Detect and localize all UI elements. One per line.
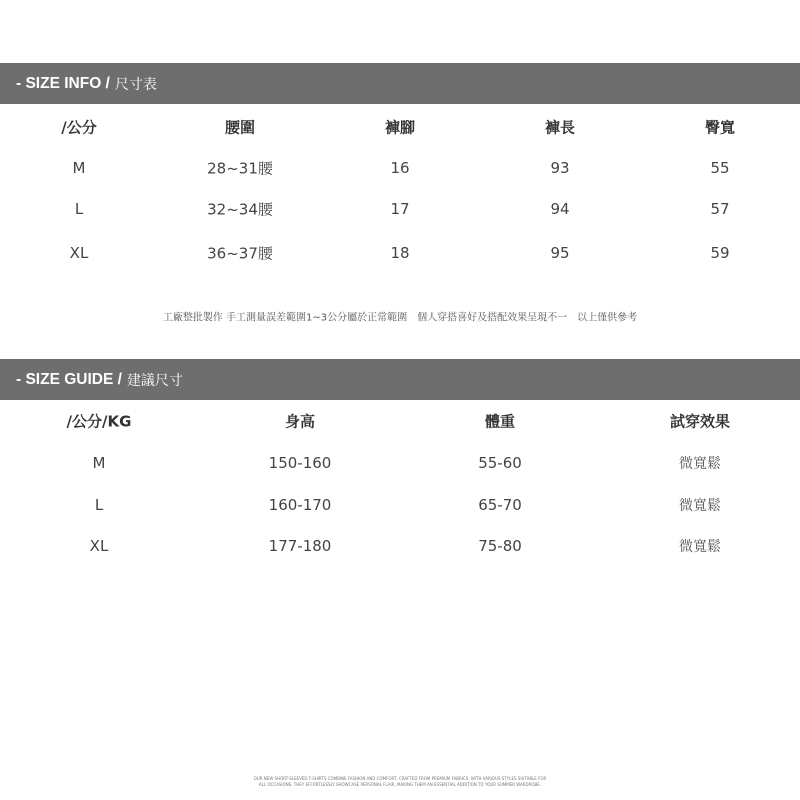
size-info-header-length: 褲長 (544, 118, 576, 137)
waist-value: 36~37腰 (207, 244, 273, 263)
waist-value: 28~31腰 (207, 159, 273, 178)
height-value: 177-180 (268, 537, 332, 555)
size-info-header-band (0, 63, 800, 104)
weight-value: 55-60 (478, 454, 522, 472)
size-info-header-waist: 腰圍 (224, 118, 256, 137)
length-value: 95 (550, 244, 570, 262)
hem-value: 18 (390, 244, 410, 262)
height-value: 160-170 (268, 496, 332, 514)
fit-value: 微寬鬆 (679, 456, 721, 472)
size-info-header-hip: 臀寬 (704, 118, 736, 137)
size-guide-header-height: 身高 (284, 412, 316, 431)
size-info-header-hem: 褲腳 (384, 118, 416, 137)
size-info-title-zh: 尺寸表 (114, 76, 157, 93)
weight-value: 75-80 (478, 537, 522, 555)
hem-value: 16 (390, 159, 410, 177)
size-info-header-unit: /公分 (61, 118, 97, 137)
footer-fine-print (240, 776, 560, 788)
measurement-note: 工廠整批製作 手工測量誤差範圍1~3公分屬於正常範圍 個人穿搭喜好及搭配效果呈現不一 以上僅供參考 (162, 312, 638, 324)
footer-line-2: ALL OCCASIONS, THEY EFFORTLESSLY SHOWCASE PERSONAL FLAIR, MAKING THEM AN ESSENTIAL ADDITION TO YOUR SUMMER WARDROBE. (258, 782, 542, 787)
size-label: XL (89, 537, 109, 555)
hem-value: 17 (390, 200, 410, 218)
size-guide-title-zh: 建議尺寸 (126, 372, 183, 389)
length-value: 93 (550, 159, 570, 177)
waist-value: 32~34腰 (207, 200, 273, 219)
weight-value: 65-70 (478, 496, 522, 514)
size-label: M (92, 454, 106, 472)
size-guide-header-band (0, 359, 800, 400)
size-info-title-en: - SIZE INFO / (16, 74, 110, 92)
size-guide-header-weight: 體重 (484, 412, 516, 431)
footer-line-1: OUR NEW SHORT-SLEEVED T-SHIRTS COMBINE FASHION AND COMFORT, CRAFTED FROM PREMIUM FABRICS. WITH VARIOUS STYLES SUITABLE FOR (253, 776, 547, 781)
hip-value: 59 (710, 244, 730, 262)
length-value: 94 (550, 200, 570, 218)
size-label: XL (69, 244, 89, 262)
size-guide-header-unit: /公分/KG (66, 412, 132, 431)
size-label: L (74, 200, 84, 218)
size-guide-title-en: - SIZE GUIDE / (16, 370, 122, 388)
size-guide-header-fit: 試穿效果 (669, 412, 731, 431)
size-label: M (72, 159, 86, 177)
hip-value: 57 (710, 200, 730, 218)
fit-value: 微寬鬆 (679, 539, 721, 555)
height-value: 150-160 (268, 454, 332, 472)
hip-value: 55 (710, 159, 730, 177)
fit-value: 微寬鬆 (679, 498, 721, 514)
size-label: L (94, 496, 104, 514)
